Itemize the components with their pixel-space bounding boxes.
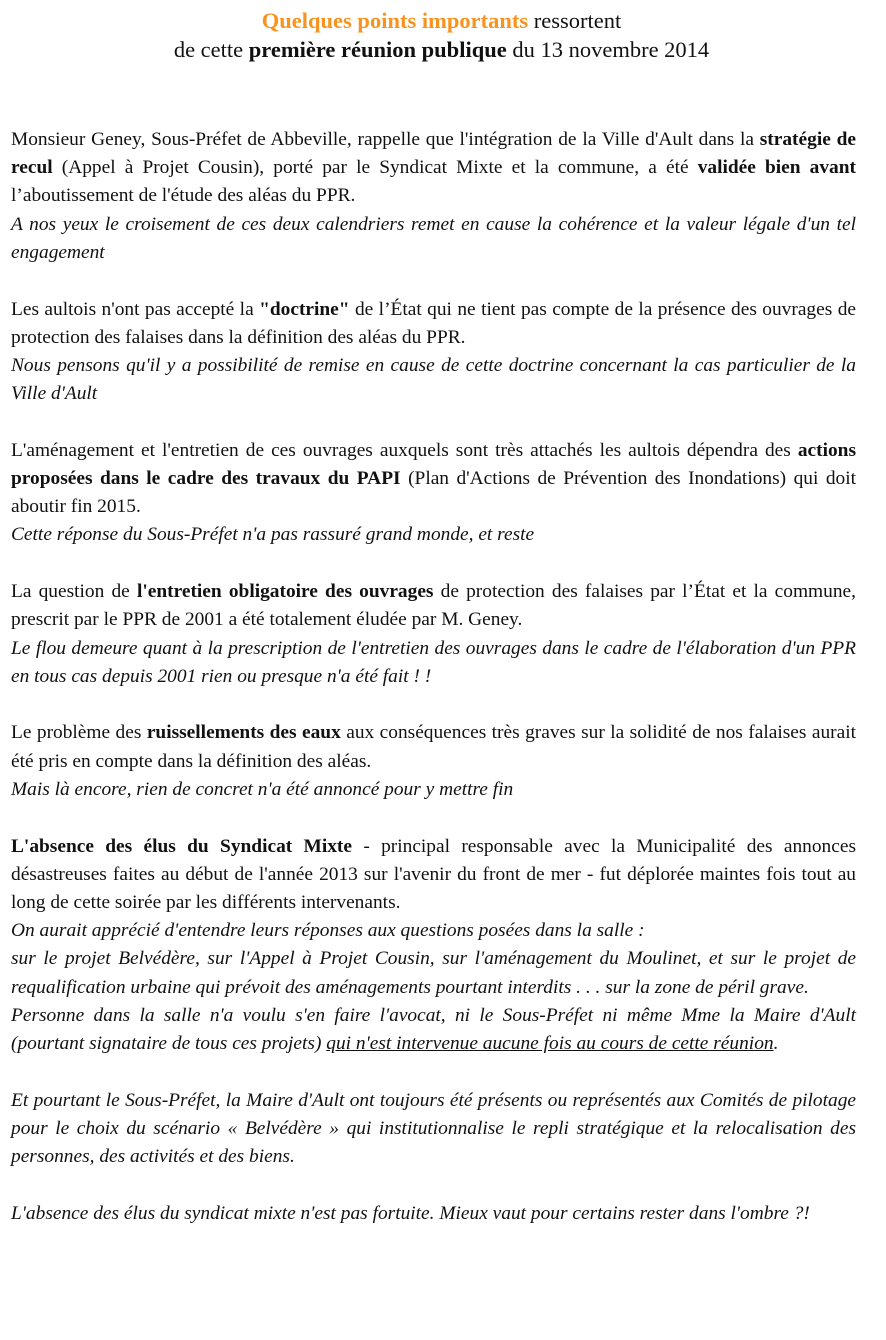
comment-papi: Cette réponse du Sous-Préfet n'a pas rassuré grand monde, et reste xyxy=(11,524,535,546)
underlined-text: qui n'est intervenue aucune fois au cours de cette réunion xyxy=(326,1032,774,1054)
comment-strategie-recul: A nos yeux le croisement de ces deux calendriers remet en cause la cohérence et la valeur légale d'un tel engagement xyxy=(11,213,856,263)
paragraph-absence-elus: L'absence des élus du Syndicat Mixte - principal responsable avec la Municipalité des annonces désastreuses faites au début de l'année 2013 sur l'avenir du front de mer - fut déplorée maintes fois tout au long de cette soirée par les différents intervenants. xyxy=(11,835,857,913)
paragraph-ruissellements: Le problème des ruissellements des eaux aux conséquences très graves sur la solidité de nos falaises aurait été pris en compte dans la définition des aléas. xyxy=(11,722,856,772)
comment-doctrine: Nous pensons qu'il y a possibilité de remise en cause de cette doctrine concernant la cas particulier de la Ville d'Ault xyxy=(11,354,856,405)
comment-entretien: Le flou demeure quant à la prescription de l'entretien des ouvrages dans le cadre de l'élaboration d'un PPR en tous cas depuis 2001 rien ou presque n'a été fait ! ! xyxy=(11,637,856,687)
title-bold: première réunion publique xyxy=(248,37,507,62)
comment-comites-pilotage: Et pourtant le Sous-Préfet, la Maire d'Ault ont toujours été présents ou représentés aux Comités de pilotage pour le choix du scénario « Belvédère » qui institutionnalise le repli stratégique et la relocalisation des personnes, des activités et des biens. xyxy=(11,1089,856,1168)
paragraph-papi: L'aménagement et l'entretien de ces ouvrages auxquels sont très attachés les aultois dépendra des actions proposées dans le cadre des travaux du PAPI (Plan d'Actions de Prévention des Inondations) qui doit aboutir fin 2015. xyxy=(11,439,857,518)
title-line1-rest: ressortent xyxy=(528,8,622,33)
title-accent: Quelques points importants xyxy=(261,8,529,33)
comment-conclusion: L'absence des élus du syndicat mixte n'est pas fortuite. Mieux vaut pour certains rester dans l'ombre ?! xyxy=(11,1202,810,1224)
paragraph-doctrine: Les aultois n'ont pas accepté la "doctrine" de l’État qui ne tient pas compte de la présence des ouvrages de protection des falaises dans la définition des aléas du PPR. xyxy=(11,298,856,348)
document-body xyxy=(11,126,856,1228)
page-title xyxy=(27,6,856,64)
comment-ruissellements: Mais là encore, rien de concret n'a été annoncé pour y mettre fin xyxy=(11,778,514,800)
title-line-2: de cette première réunion publique du 13 novembre 2014 xyxy=(173,37,710,62)
comment-questions-line: On aurait apprécié d'entendre leurs réponses aux questions posées dans la salle : xyxy=(11,920,645,942)
title-line-1 xyxy=(27,6,856,35)
paragraph-strategie-recul: Monsieur Geney, Sous-Préfet de Abbeville, rappelle que l'intégration de la Ville d'Ault dans la stratégie de recul (Appel à Projet Cousin), porté par le Syndicat Mixte et la commune, a été validée bien avant l’aboutissement de l'étude des aléas du PPR. xyxy=(11,129,856,207)
comment-personne: Personne dans la salle n'a voulu s'en faire l'avocat, ni le Sous-Préfet ni même Mme la Maire d'Ault (pourtant signataire de tous ces projets) qui n'est intervenue aucune fois au cours de cette réunion. xyxy=(11,1004,856,1054)
comment-projets: sur le projet Belvédère, sur l'Appel à Projet Cousin, sur l'aménagement du Moulinet, et sur le projet de requalification urbaine qui prévoit des aménagements pourtant interdits . . . sur la zone de péril grave. xyxy=(11,948,856,998)
paragraph-entretien: La question de l'entretien obligatoire des ouvrages de protection des falaises par l’État et la commune, prescrit par le PPR de 2001 a été totalement éludée par M. Geney. xyxy=(11,581,856,631)
